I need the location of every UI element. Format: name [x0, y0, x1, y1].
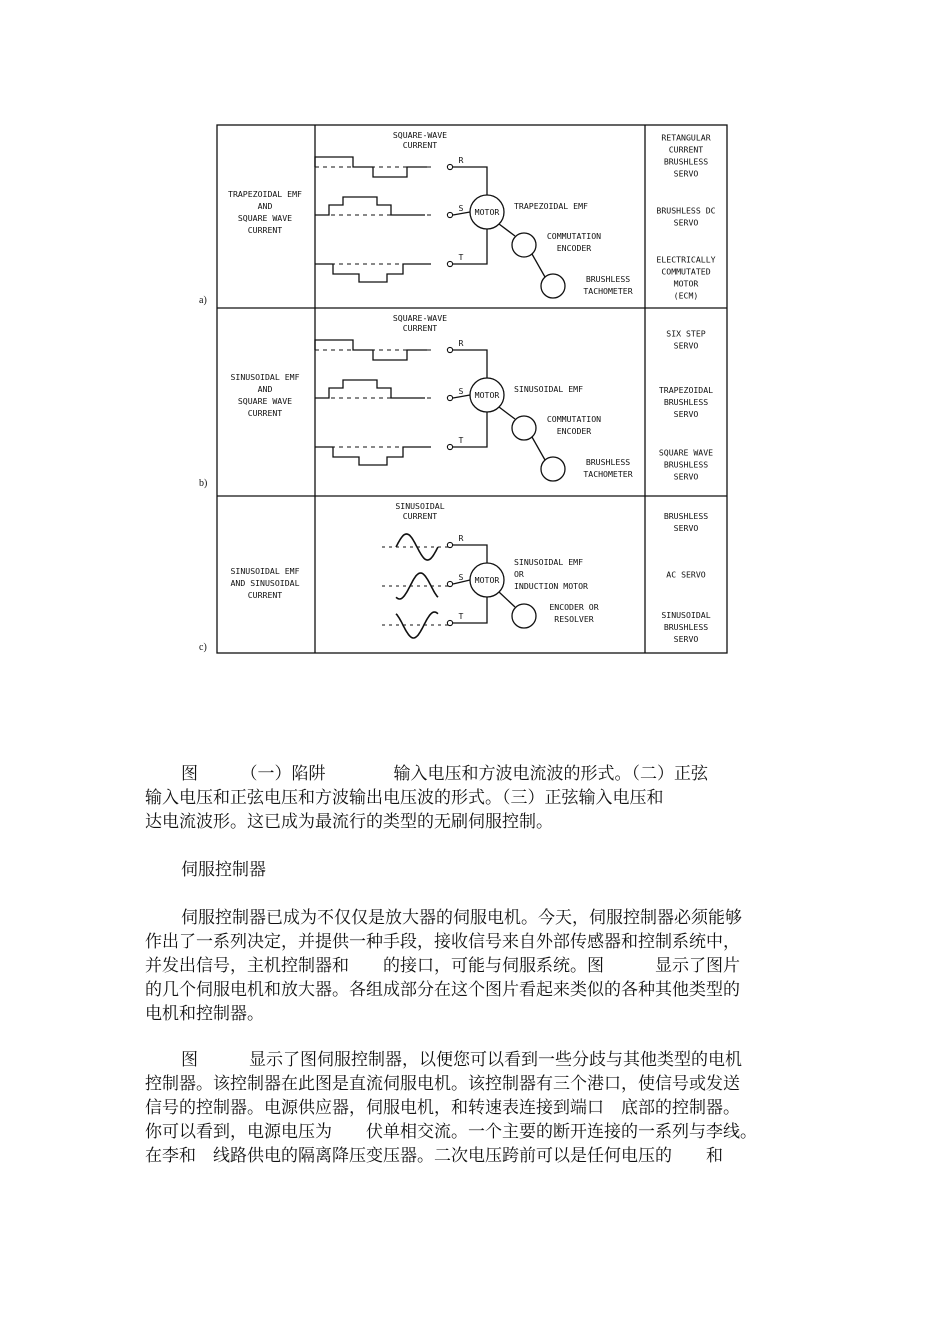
right-name: SINUSOIDAL	[661, 609, 711, 620]
para2-line-1: 图 显示了图伺服控制器，以便您可以看到一些分歧与其他类型的电机	[181, 1050, 742, 1070]
caption-line-3: 达电流波形。这已成为最流行的类型的无刷伺服控制。	[145, 812, 553, 832]
panel-letter: b)	[199, 478, 208, 489]
right-name: SIX STEP	[666, 328, 706, 339]
para1-line-2: 作出了一系列决定，并提供一种手段，接收信号来自外部传感器和控制系统中，	[145, 932, 740, 952]
para2-line-2: 控制器。该控制器在此图是直流伺服电机。该控制器有三个港口，使信号或发送	[145, 1074, 740, 1094]
phase-t-waveform	[315, 447, 431, 465]
emf-label: SINUSOIDAL EMF	[514, 384, 584, 394]
right-name: ELECTRICALLY	[656, 254, 716, 265]
shaft	[532, 437, 545, 460]
terminal-t	[447, 261, 452, 266]
para2-line-5: 在李和 线路供电的隔离降压变压器。二次电压跨前可以是任何电压的 和	[145, 1146, 723, 1166]
right-name: SERVO	[673, 523, 699, 534]
emf-label: TRAPEZOIDAL EMF	[514, 201, 588, 211]
para2-line-3: 信号的控制器。电源供应器，伺服电机，和转速表连接到端口 底部的控制器。	[145, 1098, 740, 1118]
body-text	[145, 762, 815, 1168]
right-name: SERVO	[673, 409, 699, 419]
phase-label: R	[458, 533, 464, 543]
waveform-title: CURRENT	[402, 511, 438, 521]
panel-letter: c)	[199, 642, 207, 653]
right-name: AC SERVO	[666, 569, 706, 580]
caption-line-1: 图 （一）陷阱 输入电压和方波电流波的形式。（二）正弦	[181, 764, 708, 784]
right-name: BRUSHLESS	[663, 459, 709, 470]
waveform-title: CURRENT	[402, 323, 438, 333]
left-label: SINUSOIDAL EMF	[230, 372, 300, 382]
tachometer-label: TACHOMETER	[583, 286, 633, 296]
phase-label: S	[458, 203, 464, 213]
commutation-label: ENCODER	[556, 426, 592, 436]
terminal-r	[447, 164, 452, 169]
left-label: SQUARE WAVE	[237, 396, 293, 406]
left-label: SINUSOIDAL EMF	[230, 566, 300, 576]
para1-line-1: 伺服控制器已成为不仅仅是放大器的伺服电机。今天，伺服控制器必须能够	[181, 908, 742, 928]
tachometer-label: BRUSHLESS	[585, 274, 631, 284]
terminal-s	[447, 212, 452, 217]
terminal-r	[447, 347, 452, 352]
terminal-t	[447, 620, 452, 625]
right-name: BRUSHLESS DC	[656, 205, 716, 216]
left-label: SQUARE WAVE	[237, 213, 293, 223]
waveform-title: SINUSOIDAL	[395, 501, 445, 511]
waveform-title: SQUARE-WAVE	[392, 130, 448, 140]
right-name: SERVO	[673, 471, 699, 482]
para1-line-3: 并发出信号，主机控制器和 的接口，可能与伺服系统。图 显示了图片	[145, 956, 740, 976]
phase-label: T	[458, 252, 464, 262]
phase-t-waveform	[315, 264, 431, 282]
shaft	[532, 254, 545, 277]
section-heading: 伺服控制器	[181, 860, 266, 880]
right-name: TRAPEZOIDAL	[658, 385, 714, 395]
waveform-title: CURRENT	[402, 140, 438, 150]
left-label: CURRENT	[247, 408, 283, 418]
caption-line-2: 输入电压和正弦电压和方波输出电压波的形式。（三）正弦输入电压和	[145, 788, 664, 808]
tachometer-label: TACHOMETER	[583, 469, 633, 479]
figure-diagram	[190, 115, 750, 665]
commutation-encoder-symbol	[512, 233, 536, 257]
para2-line-4: 你可以看到，电源电压为 伏单相交流。一个主要的断开连接的一系列与李线。	[145, 1122, 757, 1142]
right-name: (ECM)	[673, 290, 699, 301]
phase-label: S	[458, 386, 464, 396]
motor-label: MOTOR	[474, 207, 500, 217]
wire-r	[453, 545, 487, 563]
phase-label: T	[458, 611, 464, 621]
commutation-label: COMMUTATION	[546, 231, 602, 241]
right-name: BRUSHLESS	[663, 511, 709, 522]
left-label: AND	[257, 384, 273, 394]
phase-label: R	[458, 338, 464, 348]
right-name: COMMUTATED	[661, 266, 711, 277]
tachometer-symbol	[541, 274, 565, 298]
left-label: AND SINUSOIDAL	[230, 578, 300, 588]
shaft	[499, 407, 515, 419]
left-label: TRAPEZOIDAL EMF	[228, 189, 302, 199]
left-label: CURRENT	[247, 590, 283, 600]
phase-s-waveform	[315, 197, 425, 215]
phase-s-waveform	[315, 380, 425, 398]
tachometer-symbol	[541, 457, 565, 481]
right-name: SERVO	[673, 633, 699, 644]
commutation-label: ENCODER	[556, 243, 592, 253]
terminal-s	[447, 581, 452, 586]
commutation-label: COMMUTATION	[546, 414, 602, 424]
shaft	[499, 592, 515, 607]
shaft	[499, 224, 515, 236]
motor-label: MOTOR	[474, 575, 500, 585]
right-name: SERVO	[673, 168, 699, 179]
para1-line-4: 的几个伺服电机和放大器。各组成部分在这个图片看起来类似的各种其他类型的	[145, 980, 740, 1000]
motor-types-figure	[190, 115, 750, 665]
waveform-title: SQUARE-WAVE	[392, 313, 448, 323]
terminal-s	[447, 395, 452, 400]
tachometer-label: BRUSHLESS	[585, 457, 631, 467]
encoder-symbol	[512, 604, 536, 628]
terminal-t	[447, 444, 452, 449]
left-label: CURRENT	[247, 225, 283, 235]
commutation-encoder-symbol	[512, 416, 536, 440]
emf-label: OR	[514, 569, 524, 579]
right-name: BRUSHLESS	[663, 156, 709, 167]
encoder-label: ENCODER OR	[549, 602, 599, 612]
right-name: BRUSHLESS	[663, 621, 709, 632]
wire-r	[453, 350, 487, 378]
right-name: RETANGULAR	[661, 132, 711, 143]
emf-label: INDUCTION MOTOR	[514, 581, 588, 591]
left-label: AND	[257, 201, 273, 211]
right-name: CURRENT	[668, 144, 704, 155]
right-name: MOTOR	[673, 278, 699, 289]
emf-label: SINUSOIDAL EMF	[514, 557, 584, 567]
panel-letter: a)	[199, 295, 207, 306]
motor-label: MOTOR	[474, 390, 500, 400]
phase-label: R	[458, 155, 464, 165]
phase-label: S	[458, 572, 464, 582]
para1-line-5: 电机和控制器。	[145, 1004, 264, 1024]
wire-r	[453, 167, 487, 195]
phase-label: T	[458, 435, 464, 445]
right-name: SERVO	[673, 217, 699, 228]
encoder-label: RESOLVER	[554, 614, 594, 624]
right-name: BRUSHLESS	[663, 397, 709, 407]
terminal-r	[447, 542, 452, 547]
right-name: SERVO	[673, 340, 699, 351]
right-name: SQUARE WAVE	[658, 447, 714, 458]
